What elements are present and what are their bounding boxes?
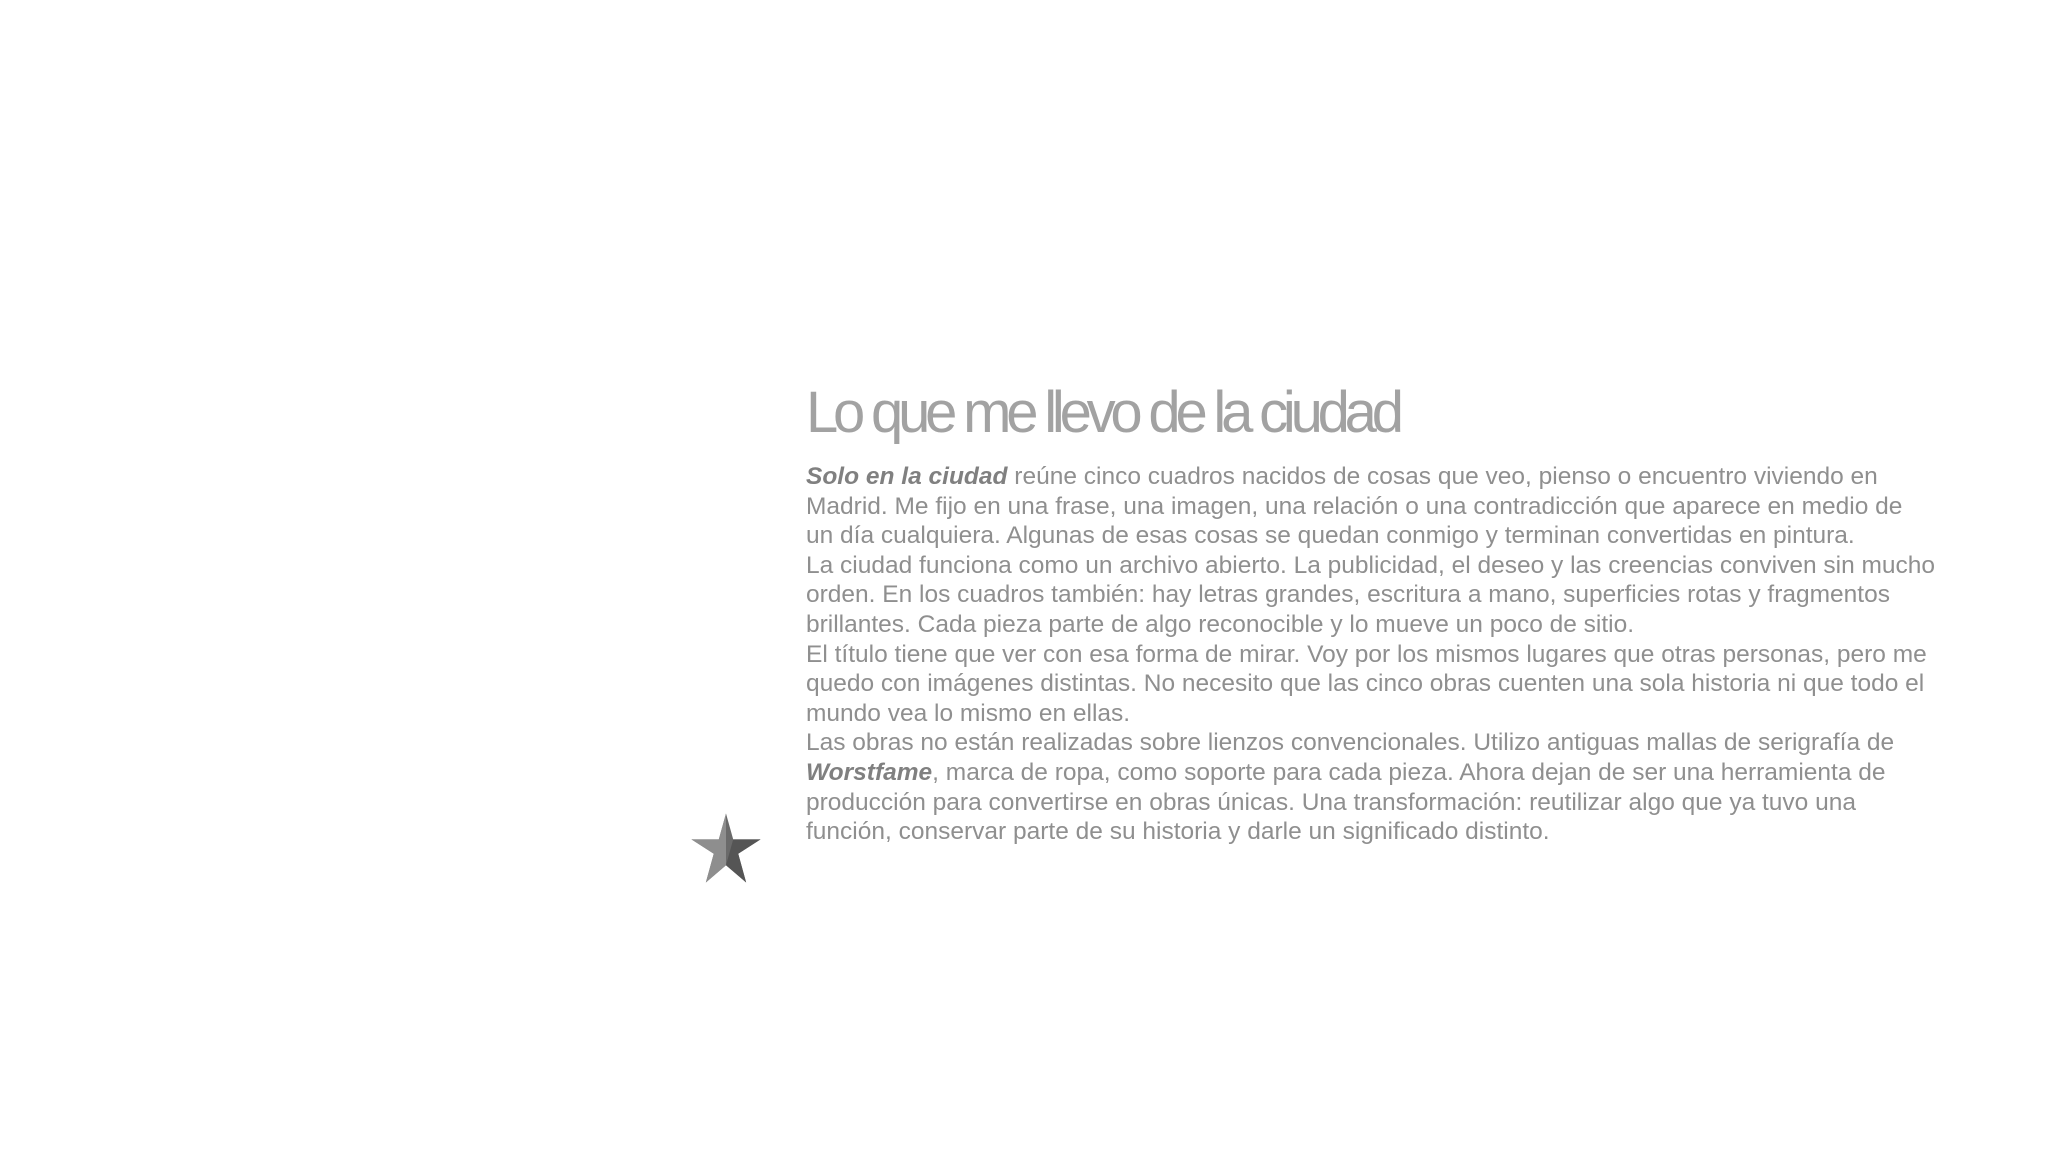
star-logo-icon — [690, 812, 762, 884]
materials-text-before: Las obras no están realizadas sobre lienzos convencionales. Utilizo antiguas mallas de serigrafía de — [806, 729, 1895, 757]
materials-text-after: , marca de ropa, como soporte para cada pieza. Ahora dejan de ser una herramienta de producción para convertirse en obras únicas. Una transformación: reutilizar algo que ya tuvo una función, conservar parte de su historia y darle un significado distinto. — [806, 758, 1886, 846]
intro-paragraph — [806, 462, 1936, 551]
city-paragraph: La ciudad funciona como un archivo abierto. La publicidad, el deseo y las creencias conviven sin mucho orden. En los cuadros también: hay letras grandes, escritura a mano, superficies rotas y fragmentos brillantes. Cada pieza parte de algo reconocible y lo mueve un poco de sitio. — [806, 551, 1936, 638]
project-name: Solo en la ciudad — [806, 463, 1008, 490]
materials-paragraph — [806, 728, 1936, 846]
page-title: Lo que me llevo de la ciudad — [806, 380, 1399, 445]
title-paragraph: El título tiene que ver con esa forma de mirar. Voy por los mismos lugares que otras personas, pero me quedo con imágenes distintas. No necesito que las cinco obras cuenten una sola historia ni que todo el mundo vea lo mismo en ellas. — [806, 640, 1927, 727]
intro-text: reúne cinco cuadros nacidos de cosas que veo, pienso o encuentro viviendo en Madrid. Me fijo en una frase, una imagen, una relación o una contradicción que aparece en medio de un día cualquiera. Algunas de esas cosas se quedan conmigo y terminan convertidas en pintura. — [806, 463, 1903, 550]
text-content — [806, 378, 1936, 847]
brand-name: Worstfame — [806, 758, 933, 786]
